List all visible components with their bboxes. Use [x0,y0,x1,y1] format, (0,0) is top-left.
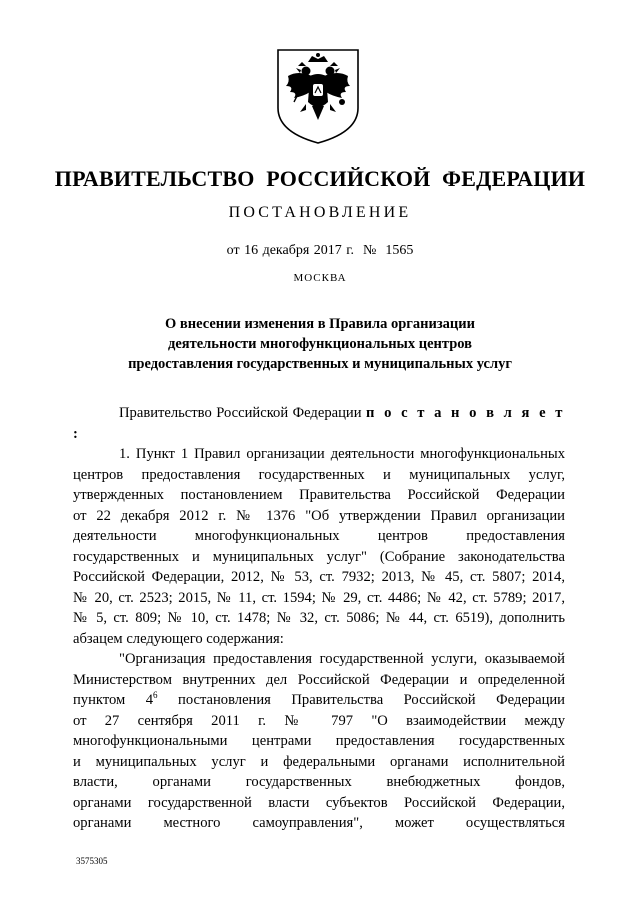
body-line: № 20, ст. 2523; 2015, № 11, ст. 1594; № 29, ст. 4486; № 42, ст. 5789; 2017, [73,589,565,606]
intro-paragraph [73,403,565,444]
body-line: утвержденных постановлением Правительства Российской Федерации [73,487,565,503]
body-line: многофункциональными центрами предоставления государственных [73,733,565,749]
body-line: абзацем следующего содержания: [73,630,284,647]
body-line: № 5, ст. 809; № 10, ст. 1478; № 32, ст. 5086; № 44, ст. 6519), дополнить [73,610,565,626]
russian-coat-of-arms-icon [272,46,364,146]
body-line: от 22 декабря 2012 г. № 1376 "Об утверждении Правил организации [73,507,565,524]
subject-line: О внесении изменения в Правила организации [165,316,475,332]
clause-continuation: постановления Правительства Российской Федерации [157,692,565,708]
intro-resolves: п о с т а н о в л я е т : [73,405,566,442]
paragraph-1 [73,444,565,649]
body-line: Российской Федерации, 2012, № 53, ст. 7932; 2013, № 45, ст. 5807; 2014, [73,569,565,585]
intro-prefix: Правительство Российской Федерации [119,405,362,421]
date-line-text: от 16 декабря 2017 г. № 1565 [226,243,414,258]
government-title: ПРАВИТЕЛЬСТВО РОССИЙСКОЙ ФЕДЕРАЦИИ [54,166,586,191]
document-body [73,403,565,834]
body-line: центров предоставления государственных и муниципальных услуг, [73,466,565,483]
body-line: Министерством внутренних дел Российской Федерации и определенной [73,671,565,688]
clause-reference: пунктом 4 [73,692,154,708]
body-line: 1. Пункт 1 Правил организации деятельности многофункциональных [119,446,565,462]
clause-superscript: 6 [153,690,158,700]
body-line-with-superscript [73,690,565,711]
body-line: органами местного самоуправления", может осуществляться [73,815,565,831]
subject-line: деятельности многофункциональных центров [168,336,472,352]
document-id: 3575305 [76,856,108,866]
paragraph-2 [73,649,565,834]
body-line: власти, органами государственных внебюджетных фондов, [73,774,565,790]
subject-line: предоставления государственных и муниципальных услуг [128,356,512,372]
document-subject [80,314,560,374]
date-and-number [0,243,640,259]
city: МОСКВА [293,272,347,284]
body-line: деятельности многофункциональных центров предоставления [73,528,565,544]
body-line: "Организация предоставления государственной услуги, оказываемой [119,651,565,667]
body-line: органами государственной власти субъектов Российской Федерации, [73,794,565,811]
document-type: ПОСТАНОВЛЕНИЕ [228,204,412,221]
body-line: и муниципальных услуг и федеральными органами исполнительной [73,753,565,770]
body-line: государственных и муниципальных услуг" (Собрание законодательства [73,548,565,565]
body-line: от 27 сентября 2011 г. № 797 "О взаимодействии между [73,712,565,729]
